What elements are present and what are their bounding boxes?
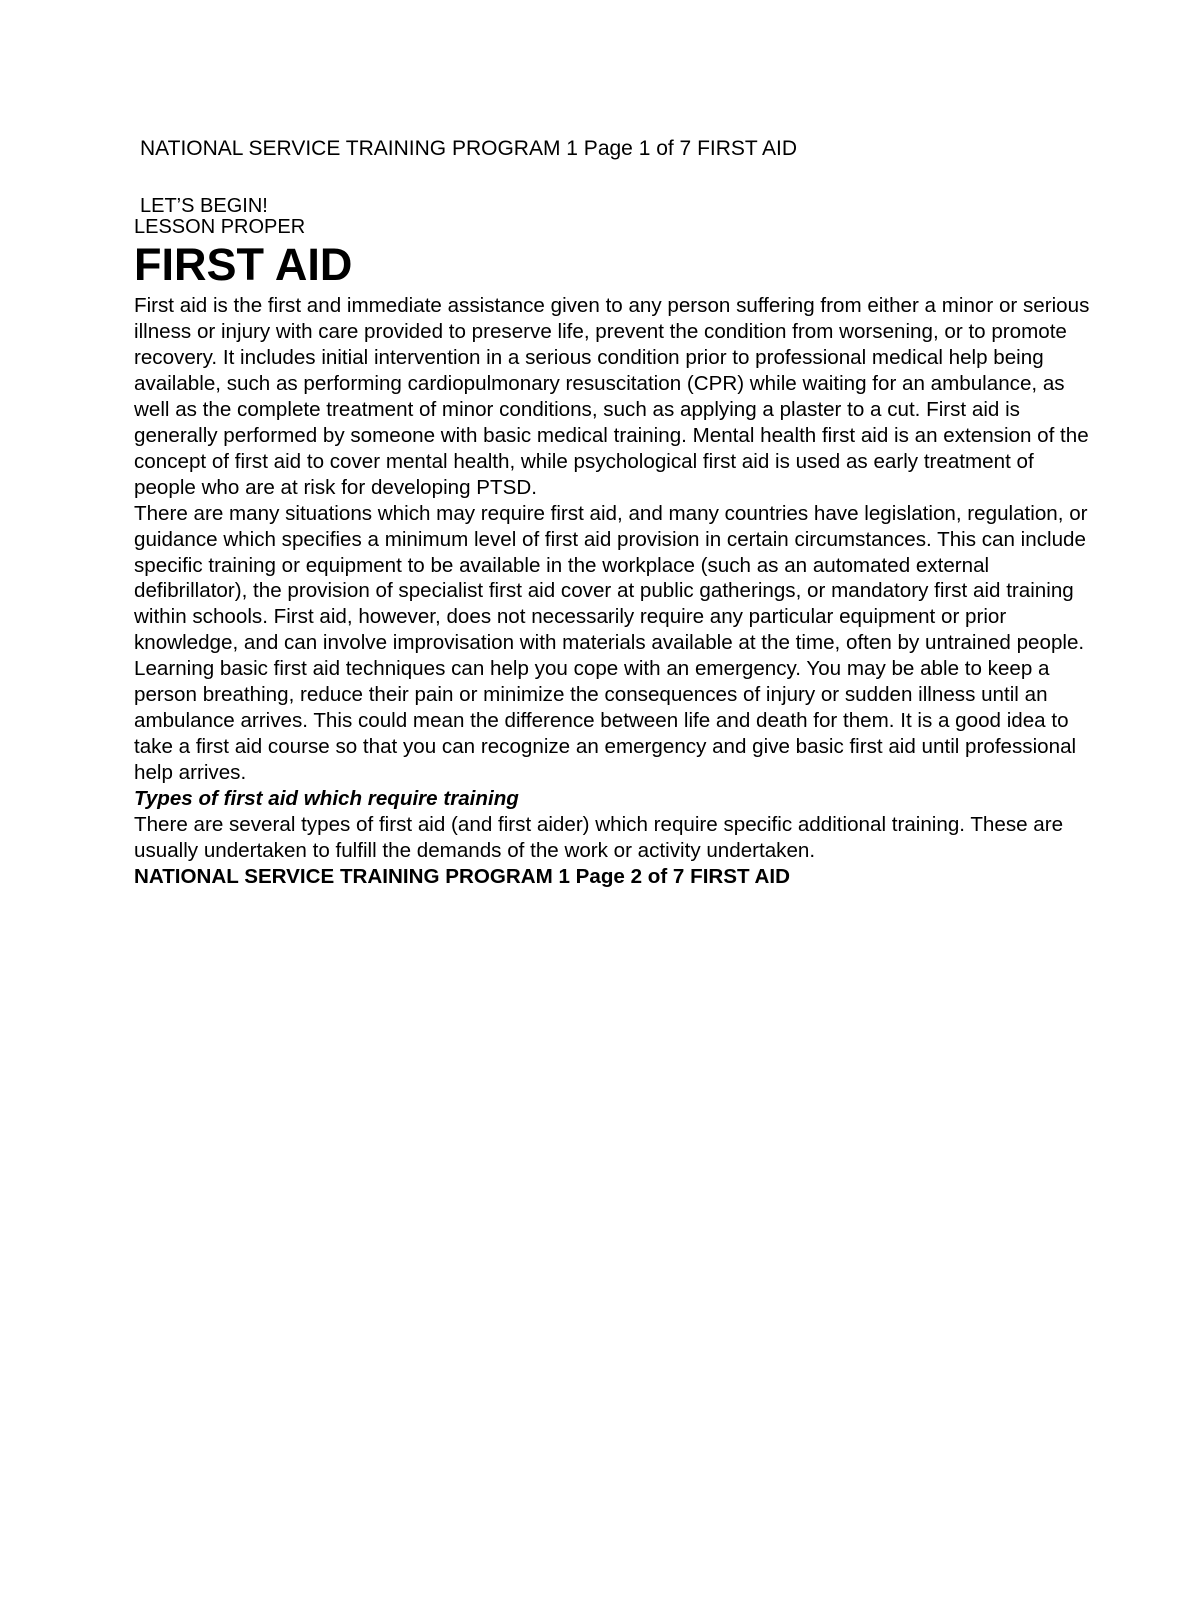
lesson-proper-heading: LESSON PROPER — [134, 216, 306, 238]
lesson-content — [134, 215, 1094, 890]
section-heading-types: Types of first aid which require training — [134, 787, 519, 811]
page-footer-header: NATIONAL SERVICE TRAINING PROGRAM 1 Page 2 of 7 FIRST AID — [134, 864, 791, 888]
paragraph-situations: There are many situations which may require first aid, and many countries have legislation, regulation, or guidance which specifies a minimum level of first aid provision in certain circumstances. This can include specific training or equipment to be available in the workplace (such as an automated external defibrillator), the provision of specialist first aid cover at public gatherings, or mandatory first aid training within schools. First aid, however, does not necessarily require any particular equipment or prior knowledge, and can involve improvisation with materials available at the time, often by untrained people. — [134, 501, 1088, 655]
page-header: NATIONAL SERVICE TRAINING PROGRAM 1 Page 1 of 7 FIRST AID — [140, 137, 798, 160]
paragraph-learning: Learning basic first aid techniques can help you cope with an emergency. You may be able to keep a person breathing, reduce their pain or minimize the consequences of injury or sudden illness until an ambulance arrives. This could mean the difference between life and death for them. It is a good idea to take a first aid course so that you can recognize an emergency and give basic first aid until professional help arrives. — [134, 657, 1077, 785]
paragraph-definition: First aid is the first and immediate assistance given to any person suffering from either a minor or serious illness or injury with care provided to preserve life, prevent the condition from worsening, or to promote recovery. It includes initial intervention in a serious condition prior to professional medical help being available, such as performing cardiopulmonary resuscitation (CPR) while waiting for an ambulance, as well as the complete treatment of minor conditions, such as applying a plaster to a cut. First aid is generally performed by someone with basic medical training. Mental health first aid is an extension of the concept of first aid to cover mental health, while psychological first aid is used as early treatment of people who are at risk for developing PTSD. — [134, 294, 1090, 499]
lets-begin-heading: LET’S BEGIN! — [140, 195, 268, 217]
paragraph-types: There are several types of first aid (and first aider) which require specific additional training. These are usually undertaken to fulfill the demands of the work or activity undertaken. — [134, 813, 1064, 863]
page-title: FIRST AID — [134, 239, 353, 290]
